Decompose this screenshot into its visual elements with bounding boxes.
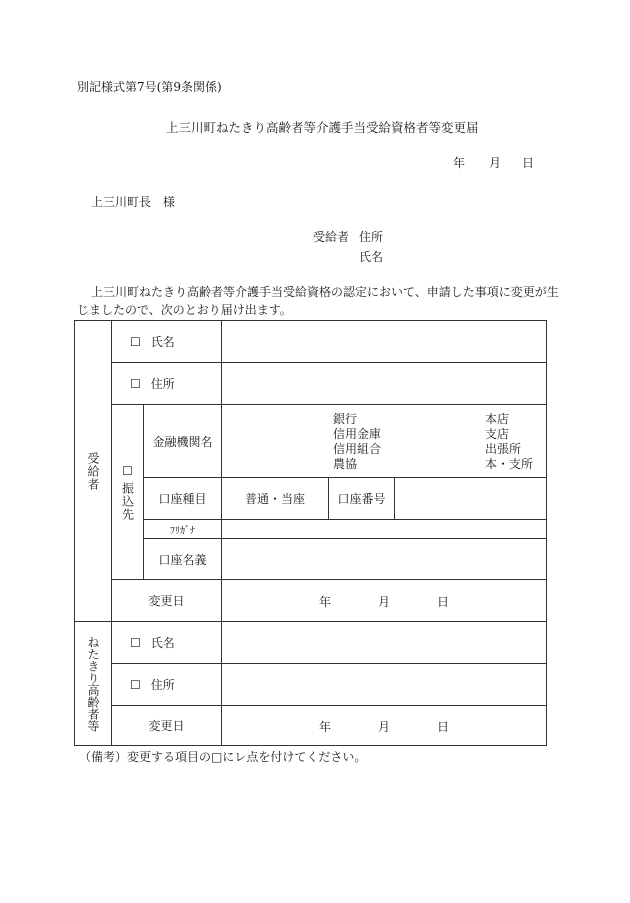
recipient-name-checkbox[interactable]: ☐	[130, 335, 141, 349]
transfer-checkbox[interactable]: ☐	[122, 463, 133, 478]
bank-name-field[interactable]	[222, 405, 547, 478]
addressee: 上三川町長 様	[91, 195, 176, 209]
recipient-change-date-label: 変更日	[112, 580, 222, 622]
header-day: 日	[522, 156, 535, 170]
row-recipient-change-date	[75, 580, 547, 622]
row-account-holder	[75, 539, 547, 580]
page-title: 上三川町ねたきり高齢者等介護手当受給資格者等変更届	[166, 120, 479, 135]
account-number-input[interactable]	[395, 478, 547, 520]
change-form-table	[74, 320, 547, 746]
bedridden-address-checkbox[interactable]: ☐	[130, 678, 141, 692]
bank-type-1[interactable]: 信用金庫	[333, 427, 382, 441]
header-year: 年	[453, 156, 466, 170]
bedridden-name-checkbox[interactable]: ☐	[130, 636, 141, 650]
account-type-value[interactable]: 普通・当座	[222, 478, 329, 520]
recipient-change-month: 月	[378, 595, 391, 609]
header-month: 月	[489, 156, 502, 170]
row-recipient-name	[75, 321, 547, 363]
bedridden-name-cell	[112, 622, 222, 664]
row-bedridden-name	[75, 622, 547, 664]
note: （備考）変更する項目の□にレ点を付けてください。	[79, 750, 367, 764]
recipient-section-cell	[75, 321, 112, 622]
recipient-name-input[interactable]	[222, 321, 547, 363]
row-furigana	[75, 520, 547, 539]
account-number-label: 口座番号	[329, 478, 395, 520]
bedridden-change-date-label: 変更日	[112, 706, 222, 746]
bedridden-address-field-label: 住所	[150, 678, 175, 692]
recipient-address-cell	[112, 363, 222, 405]
bedridden-address-input[interactable]	[222, 664, 547, 706]
transfer-dest-cell	[112, 405, 144, 580]
recipient-address-label: 住所	[359, 230, 384, 244]
bank-type-options	[333, 412, 381, 472]
bedridden-name-input[interactable]	[222, 622, 547, 664]
row-account-type	[75, 478, 547, 520]
account-holder-input[interactable]	[222, 539, 547, 580]
bedridden-change-year: 年	[319, 720, 332, 734]
transfer-dest-label: 振込先	[120, 481, 135, 521]
account-holder-label: 口座名義	[144, 539, 222, 580]
bedridden-change-day: 日	[437, 720, 450, 734]
row-bedridden-address	[75, 664, 547, 706]
recipient-section-label: 受給者	[86, 451, 100, 491]
form-number: 別記様式第7号(第9条関係)	[77, 80, 222, 94]
bedridden-name-field-label: 氏名	[150, 636, 175, 650]
recipient-label: 受給者	[313, 230, 350, 244]
bank-name-label: 金融機関名	[144, 405, 222, 478]
bedridden-address-cell	[112, 664, 222, 706]
bedridden-change-month: 月	[378, 720, 391, 734]
furigana-input[interactable]	[222, 520, 547, 539]
branch-type-1[interactable]: 支店	[485, 427, 510, 441]
branch-type-options	[485, 412, 533, 472]
bank-type-0[interactable]: 銀行	[333, 412, 358, 426]
row-bedridden-change-date	[75, 706, 547, 746]
recipient-address-checkbox[interactable]: ☐	[130, 377, 141, 391]
row-bank-name	[75, 405, 547, 478]
bedridden-change-date-field[interactable]	[222, 706, 547, 746]
branch-type-2[interactable]: 出張所	[485, 442, 522, 456]
bank-type-3[interactable]: 農協	[333, 457, 358, 471]
account-type-label: 口座種目	[144, 478, 222, 520]
branch-type-0[interactable]: 本店	[485, 412, 510, 426]
bank-type-2[interactable]: 信用組合	[333, 442, 382, 456]
bedridden-section-cell	[75, 622, 112, 746]
recipient-address-field-label: 住所	[150, 377, 175, 391]
bedridden-section-label: ねたきり高齢者等	[86, 635, 100, 732]
recipient-name-label: 氏名	[359, 250, 384, 264]
recipient-name-cell	[112, 321, 222, 363]
row-recipient-address	[75, 363, 547, 405]
recipient-name-field-label: 氏名	[150, 335, 175, 349]
body-text-line1: 上三川町ねたきり高齢者等介護手当受給資格の認定において、申請した事項に変更が生	[91, 285, 559, 299]
body-text-line2: じましたので、次のとおり届け出ます。	[77, 303, 292, 317]
branch-type-3[interactable]: 本・支所	[485, 457, 534, 471]
recipient-change-date-field[interactable]	[222, 580, 547, 622]
furigana-label: ﾌﾘｶﾞﾅ	[144, 520, 222, 539]
recipient-change-year: 年	[319, 595, 332, 609]
recipient-address-input[interactable]	[222, 363, 547, 405]
recipient-change-day: 日	[437, 595, 450, 609]
